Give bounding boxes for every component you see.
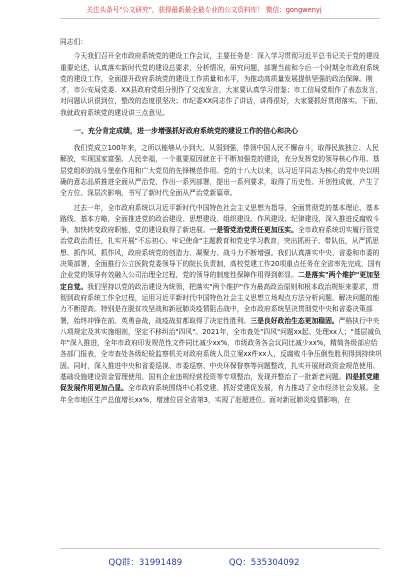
document-body [60,37,382,406]
subpoint-heading: 四是抓党建促发展作用更加凸显。 [60,373,380,393]
paragraph-text: 过去一年，全市政府系统以习近平新时代中国特色社会主义思想为指导，全面贯彻党的基本理论、基本路线、基本方略，全面推进党的政治建设、思想建设、组织建设、作风建设、纪律建设，深入推进反腐败斗争，加快转变政府职能，党的建设取得了新进展。 [60,203,380,235]
intro-paragraph: 今天我们召开全市政府系统党的建设工作会议，主要任务是：深入学习贯彻习近平总书记关于党的建设重要论述，认真落实新时代党的建设总要求，分析情况，研究问题，部署当前和今后一个时期全市政府系统党的建设工作，全面提升政府系统党的建设工作质量和水平，为推动高质量发展提供坚强的政治保障。刚才，市公安局党委、XX县政府党组分别作了交流发言，大家要认真学习借鉴；市工信局党组作了表态发言，对问题认识很到位，整改的态度很坚决；市纪委XX同志作了讲话，讲得很好，大家要抓好贯彻落实。下面，我就政府系统党的建设讲三点意见。 [60,52,382,117]
greeting: 同志们： [60,38,88,46]
header-divider [60,18,380,19]
paragraph-text: 全市政府系统围绕中心抓党建、抓好党建促发展，有力推动了全市经济社会发展。全年全市地区生产总值增长xx%，增速位居全省第3，实现了赶超进位。面对新冠肺炎疫情影响，在 [60,384,380,404]
subpoint-heading: 一是管党治党责任更加压实。 [209,226,298,235]
contact-footer [0,556,408,568]
section-heading: 一、充分肯定成绩，进一步增强抓好政府系统党的建设工作的信心和决心 [74,127,298,136]
body-paragraph: 我们党成立100年来，之所以能够从小到大、从弱到强，带领中国人民不懈奋斗，取得民族独立、人民解放，实现国家富强、人民幸福，一个重要原因就在于不断加强党的建设，充分发挥党的领导核心作用、基层党组织的战斗堡垒作用和广大党员的先锋模范作用。党的十八大以来，以习近平同志为核心的党中央以明确的意志品质推进全面从严治党，作出一系列部署，提出一系列要求，取得了历史性、开创性成就，产生了全方位、深层次影响，书写了新时代全面从严治党新篇章。 [60,144,380,198]
subpoint-heading: 三是良好政治生态更加稳固。 [250,316,339,325]
paragraph-text: 全市政府系统切实履行管党治党政治责任，扎实开展"不忘初心、牢记使命"主题教育和党史学习教育，突出抓班子、带队伍，从严抓思想、抓作风、抓作风，政府系统党的创造力、凝聚力、战斗力不断增强。我们认真落实中央、省委和市委的决策部署，全面推行公立医院党委领导下的院长负责制，高校党建工作20项重点任务在全省率先完成，国有企业党的领导有效融入公司治理全过程，党的领导的制度性保障作用得到彰显。 [60,226,382,280]
subpoint-heading: 二是落实"两个维护"更加坚定自觉。 [60,271,380,291]
qq-number: QQ：535304092 [228,558,300,568]
paragraph-text: 我们坚持以党的政治建设为统领，把落实"两个维护"作为最高政治原则和根本政治规矩来要求，贯彻到政府系统工作全过程，运用习近平新时代中国特色社会主义思想立场观点方法分析问题、解决问题的能力不断提高。特别是在脱贫攻坚战和新冠肺炎疫情阻击战中，全市政府系统坚决贯彻党中央和省委决策部署，始终冲锋在前、英勇奋战，战疫战贫都取得了决定性胜利。 [60,282,380,325]
footer-divider [60,548,380,549]
site-notice-header: 关注头条号"公文研究"，获得最新最全最专业的公文资料库！ 微信：gongwenyj [86,6,322,14]
qq-group-number: QQ群：31991489 [108,558,183,568]
paragraph-text: 严格执行中央八项规定及其实施细则，坚定不移纠治"四风"。2021年，全市查处"四风"问题xx起、处理xx人；"基层减负年"深入推进，全年市政府印发规范性文件同比减少xx%，市级政务各会议同比减少xx%，精简各级部应给各部门报表，全市查处各级纪检监察机关对政府系统人员立案xx件xx人，反腐败斗争压倒性胜利得到持续巩固。同时，深入推进中央和省委巡视、市委巡察、中央环保督察等问题整改，扎实开展财政资金规范使用、基础设施建设资金管理使用、国有企业违规经营投资等专项整治，发现并整治了一批新老问题。 [60,316,382,382]
body-paragraph [60,203,382,406]
